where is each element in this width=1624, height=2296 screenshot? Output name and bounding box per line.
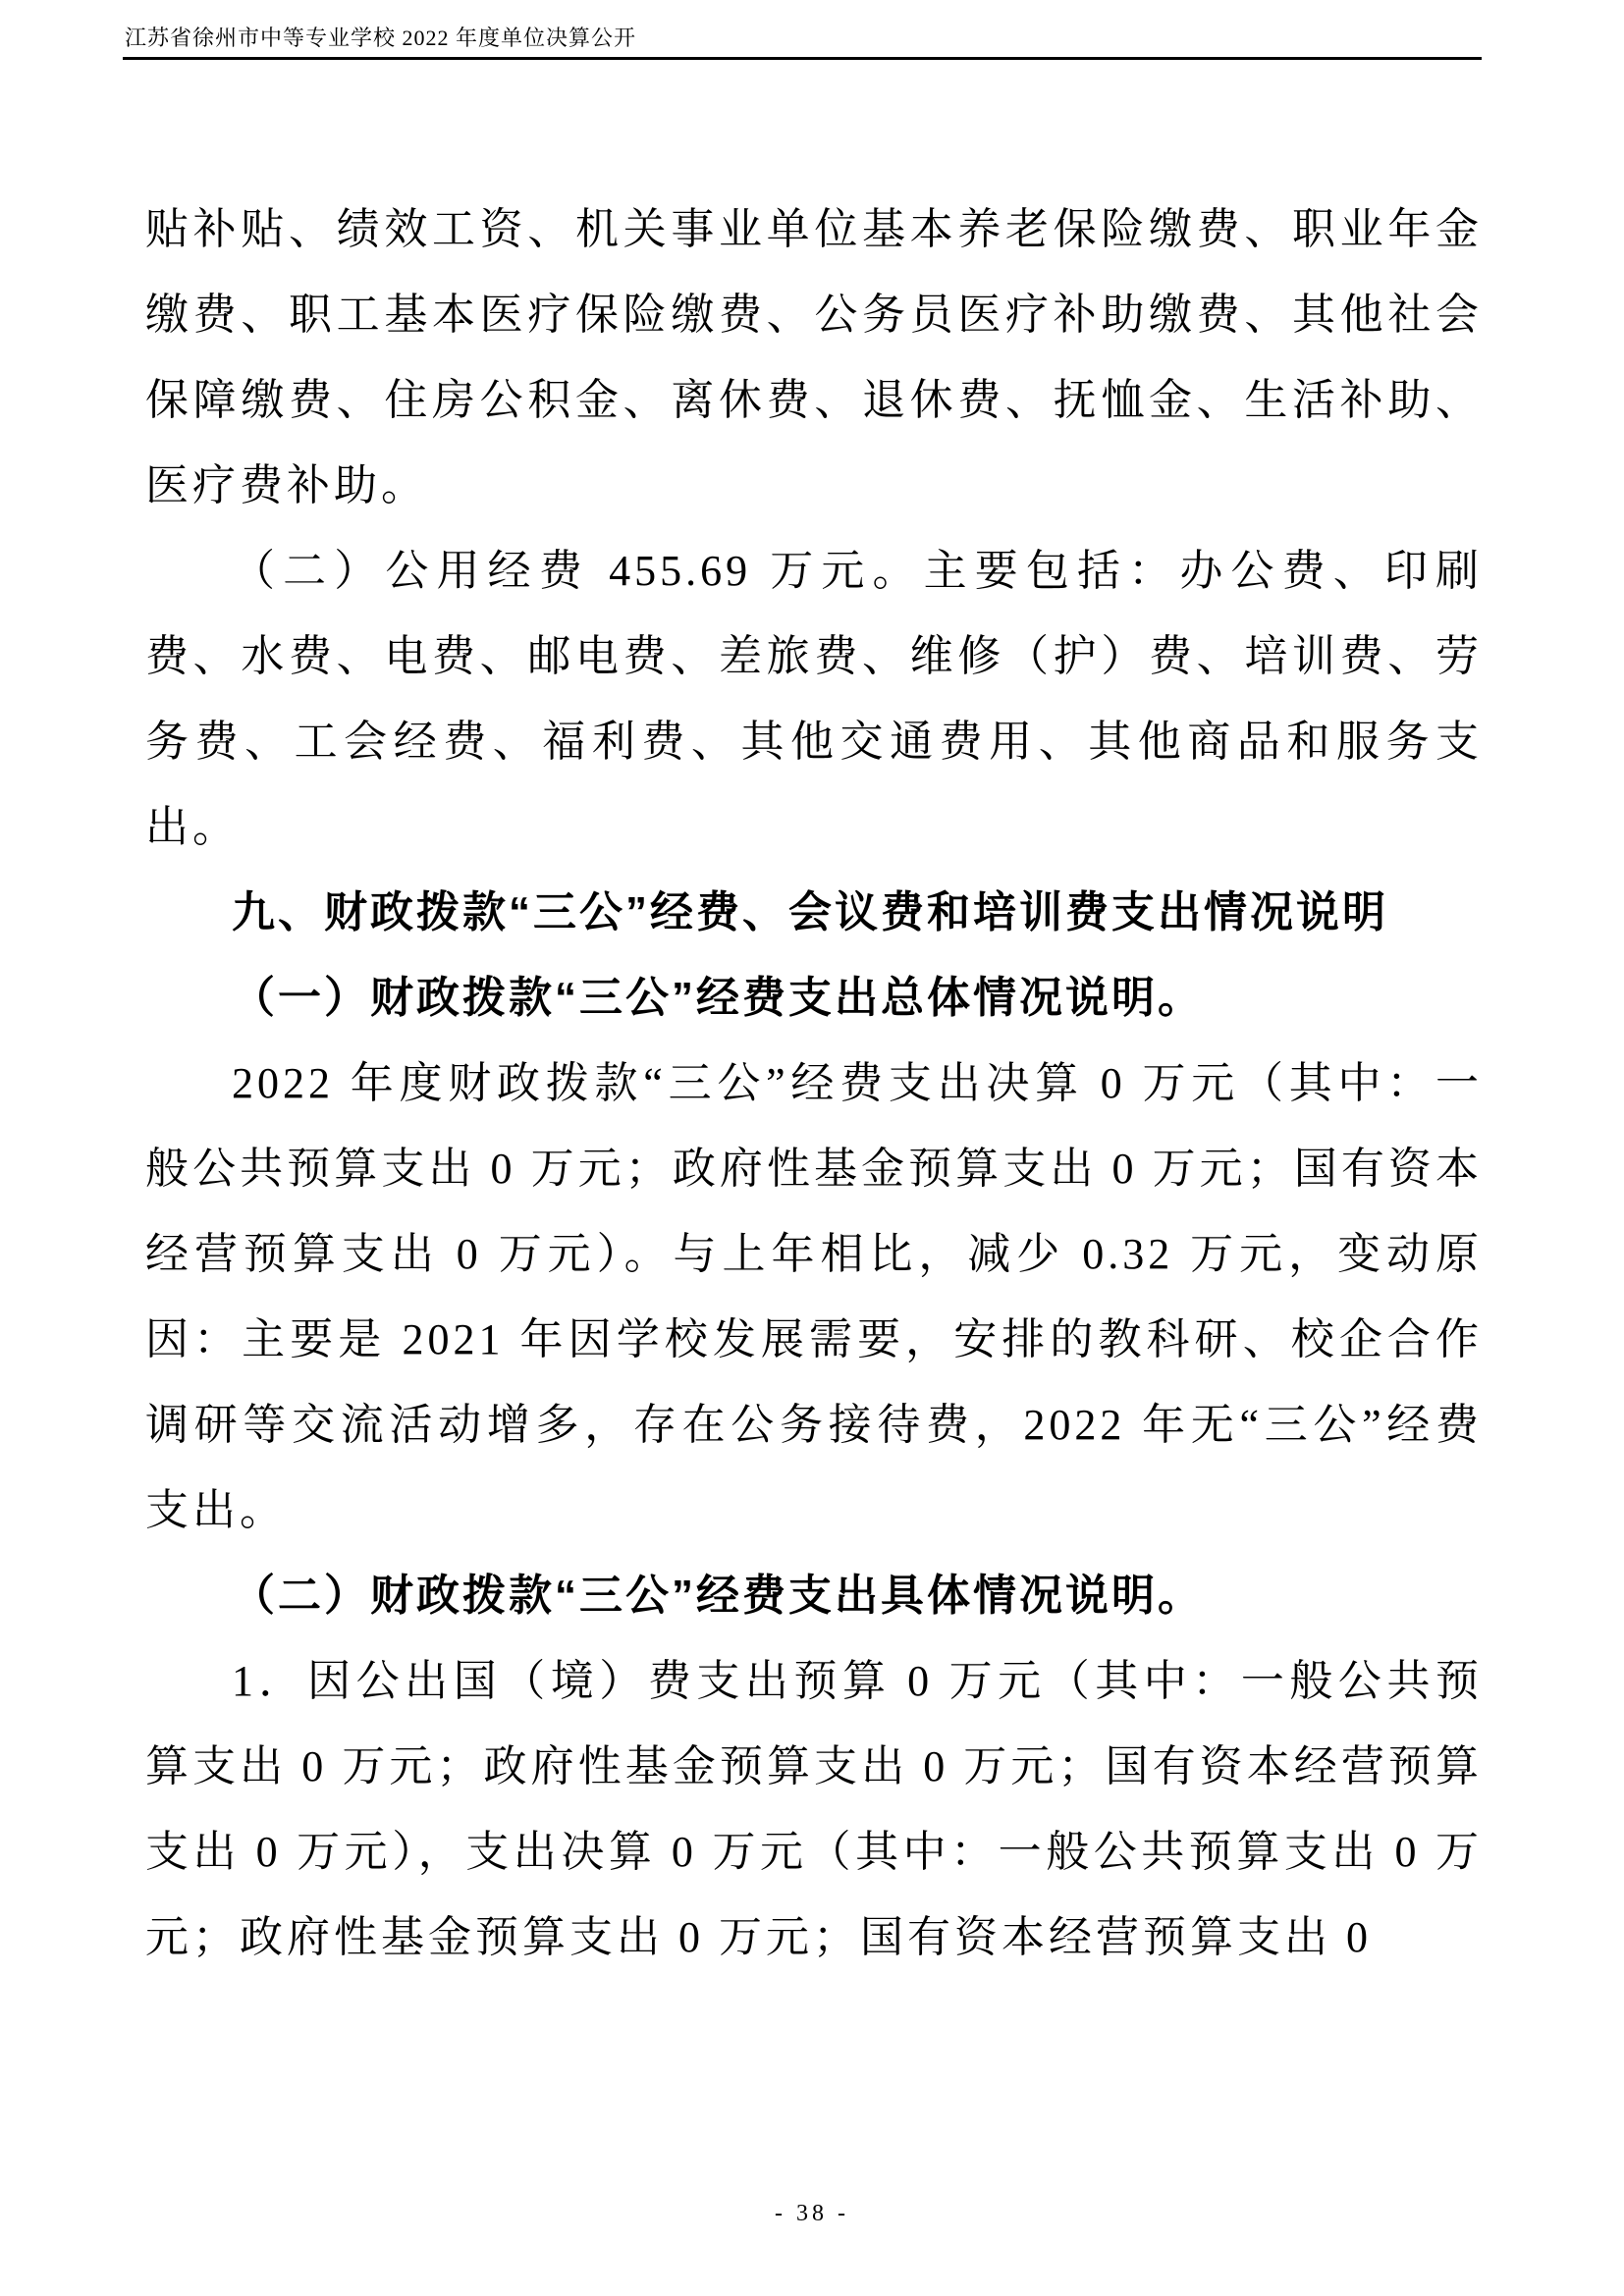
paragraph-sangong-overall: 2022 年度财政拨款“三公”经费支出决算 0 万元（其中：一般公共预算支出 0 万元；政府性基金预算支出 0 万元；国有资本经营预算支出 0 万元）。与上年相比，减少 0.32 万元，变动原因：主要是 2021 年因学校发展需要，安排的教科研、校企合作调研等交流活动增多，存在公务接待费，2022 年无“三公”经费支出。 [145,1059,1483,1534]
page-footer [0,2201,1624,2227]
paragraph-personnel-expense-items: 贴补贴、绩效工资、机关事业单位基本养老保险缴费、职业年金缴费、职工基本医疗保险缴费、公务员医疗补助缴费、其他社会保障缴费、住房公积金、离休费、退休费、抚恤金、生活补助、医疗费补助。 [145,205,1483,509]
heading-section-9: 九、财政拨款“三公”经费、会议费和培训费支出情况说明 [232,888,1388,936]
heading-section-9-1: （一）财政拨款“三公”经费支出总体情况说明。 [232,974,1204,1022]
header-title: 江苏省徐州市中等专业学校 2022 年度单位决算公开 [125,26,637,50]
paragraph-public-funds-expense: （二）公用经费 455.69 万元。主要包括：办公费、印刷费、水费、电费、邮电费、差旅费、维修（护）费、培训费、劳务费、工会经费、福利费、其他交通费用、其他商品和服务支出。 [145,547,1483,851]
heading-section-9-2: （二）财政拨款“三公”经费支出具体情况说明。 [232,1572,1204,1620]
document-body [145,187,1483,1980]
page-number: - 38 - [775,2201,849,2226]
header-rule [123,57,1482,60]
paragraph-abroad-expense-detail: 1．因公出国（境）费支出预算 0 万元（其中：一般公共预算支出 0 万元；政府性基金预算支出 0 万元；国有资本经营预算支出 0 万元），支出决算 0 万元（其中：一般公共预算支出 0 万元；政府性基金预算支出 0 万元；国有资本经营预算支出 0 [145,1657,1483,1961]
